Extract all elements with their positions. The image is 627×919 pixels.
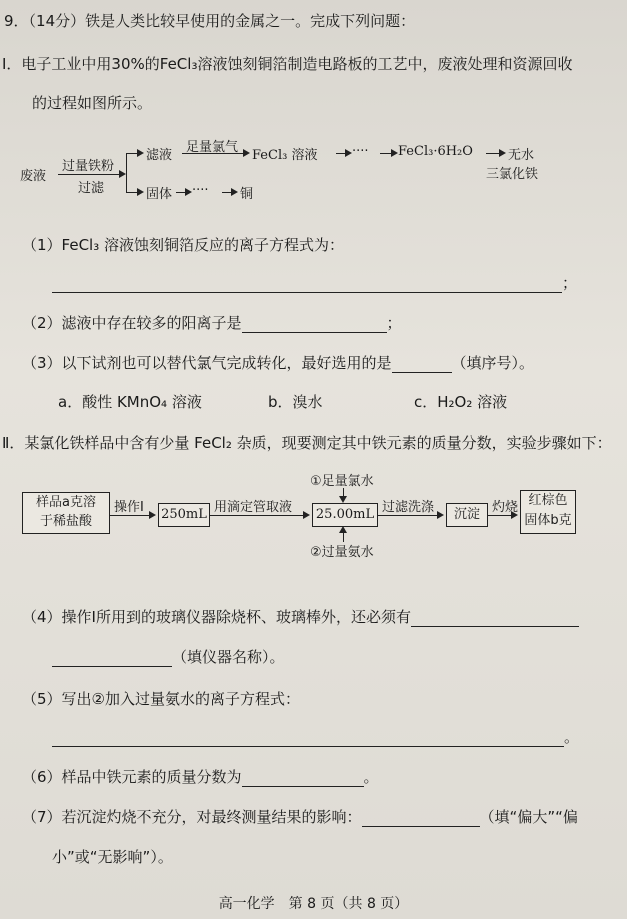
- flow2-arrow-1: [110, 515, 154, 516]
- flow2-reagent-bottom: ②过量氨水: [310, 545, 374, 560]
- option-c: c．H₂O₂ 溶液: [414, 393, 508, 411]
- flow2-op3: 过滤洗涤: [382, 500, 435, 515]
- flow-arrow-main: [58, 174, 124, 175]
- option-a: a．酸性 KMnO₄ 溶液: [58, 393, 202, 411]
- flow-branch-line: [126, 153, 127, 193]
- flow-dots: ····: [352, 144, 369, 159]
- flow-reagent: 足量氯气: [186, 140, 239, 155]
- flow-final-1: 无水: [508, 148, 535, 163]
- flow-arrow-b2b: [222, 192, 236, 193]
- question-2-text: （2）滤液中存在较多的阳离子是: [22, 314, 242, 332]
- flow-branch1: 滤液: [146, 148, 173, 163]
- flow-arrow-reagent: [182, 153, 248, 154]
- flow2-box-sample-2: 于稀盐酸: [39, 514, 92, 529]
- question-7: [22, 806, 578, 827]
- flow2-box-result-1: 红棕色: [528, 493, 568, 508]
- flow2-arrow-3: [378, 515, 442, 516]
- flow2-reagent-top: ①足量氯水: [310, 474, 374, 489]
- question-3-tail: （填序号）。: [451, 354, 535, 372]
- answer-blank-2[interactable]: [242, 318, 387, 333]
- flow-final-2: 三氯化铁: [486, 167, 539, 182]
- flow2-op2: 用滴定管取液: [214, 500, 293, 515]
- flow2-op1: 操作Ⅰ: [114, 500, 144, 515]
- flow2-arrow-2: [210, 515, 308, 516]
- flow2-box-precip: 沉淀: [446, 503, 488, 527]
- flow-branch2: 固体: [146, 187, 173, 202]
- answer-blank-5[interactable]: 。: [52, 726, 579, 747]
- flow2-box-250: 250mL: [158, 503, 210, 527]
- page-footer: 高一化学 第 8 页（共 8 页）: [218, 896, 409, 912]
- question-7-line2: 小”或“无影响”）。: [52, 848, 173, 866]
- answer-blank-4b[interactable]: [52, 652, 172, 667]
- question-5: （5）写出②加入过量氨水的离子方程式：: [22, 690, 300, 708]
- flow2-box-result-2: 固体b克: [524, 513, 572, 528]
- flow2-box-sample-1: 样品a克溶: [36, 495, 96, 510]
- flow-arrow-dots: [380, 153, 396, 154]
- answer-blank-1[interactable]: ；: [52, 272, 577, 293]
- part1-intro-line1: Ⅰ．电子工业中用30%的FeCl₃溶液蚀刻铜箔制造电路板的工艺中，废液处理和资源回收: [2, 55, 573, 73]
- answer-blank-6[interactable]: [242, 772, 364, 787]
- flow2-arrow-up: [343, 528, 344, 542]
- flow-arrow-top: [126, 153, 142, 154]
- question-4-tail: （填仪器名称）。: [172, 648, 285, 666]
- question-3: [22, 352, 534, 373]
- part1-intro-line2: 的过程如图所示。: [32, 94, 153, 112]
- question-header: 9．（14分）铁是人类比较早使用的金属之一。完成下列问题：: [4, 12, 416, 30]
- flow2-op4: 灼烧: [492, 500, 519, 515]
- flow2-box-sample: [22, 492, 110, 534]
- answer-blank-7[interactable]: [362, 812, 480, 827]
- option-b: b．溴水: [268, 393, 323, 411]
- question-7-text: （7）若沉淀灼烧不充分，对最终测量结果的影响：: [22, 808, 362, 826]
- part2-intro: Ⅱ．某氯化铁样品中含有少量 FeCl₂ 杂质，现要测定其中铁元素的质量分数，实验步骤如下：: [2, 434, 612, 452]
- question-4-line2: [52, 646, 285, 667]
- flow2-box-result: [520, 490, 576, 534]
- flow2-arrow-down: [343, 488, 344, 501]
- flow-step-bottom: 过滤: [78, 181, 105, 196]
- question-6: （6）样品中铁元素的质量分数为 。: [22, 768, 379, 786]
- flow-product2: FeCl₃·6H₂O: [398, 144, 473, 159]
- flow2-box-25: 25.00mL: [312, 503, 378, 527]
- question-3-text: （3）以下试剂也可以替代氯气完成转化，最好选用的是: [22, 354, 392, 372]
- flow-arrow-bottom: [126, 192, 142, 193]
- flow-arrow-p1: [336, 153, 350, 154]
- question-6-text: （6）样品中铁元素的质量分数为: [22, 768, 242, 786]
- question-1: （1）FeCl₃ 溶液蚀刻铜箔反应的离子方程式为：: [22, 236, 345, 254]
- question-2: （2）滤液中存在较多的阳离子是 ；: [22, 314, 402, 332]
- flow-start: 废液: [20, 169, 47, 184]
- answer-blank-4a[interactable]: [411, 612, 579, 627]
- answer-blank-3[interactable]: [392, 358, 452, 373]
- flow-arrow-b2: [176, 192, 190, 193]
- flow2-arrow-4: [488, 515, 516, 516]
- flow-step-top: 过量铁粉: [62, 159, 115, 174]
- question-4: [22, 606, 579, 627]
- flow-product1: FeCl₃ 溶液: [252, 148, 318, 163]
- question-7-tail: （填“偏大”“偏: [479, 808, 578, 826]
- flow-branch2-end: 铜: [240, 187, 254, 202]
- question-4-text: （4）操作Ⅰ所用到的玻璃仪器除烧杯、玻璃棒外，还必须有: [22, 608, 411, 626]
- flow-branch2-dots: ····: [192, 183, 209, 198]
- flow-arrow-p2: [486, 153, 504, 154]
